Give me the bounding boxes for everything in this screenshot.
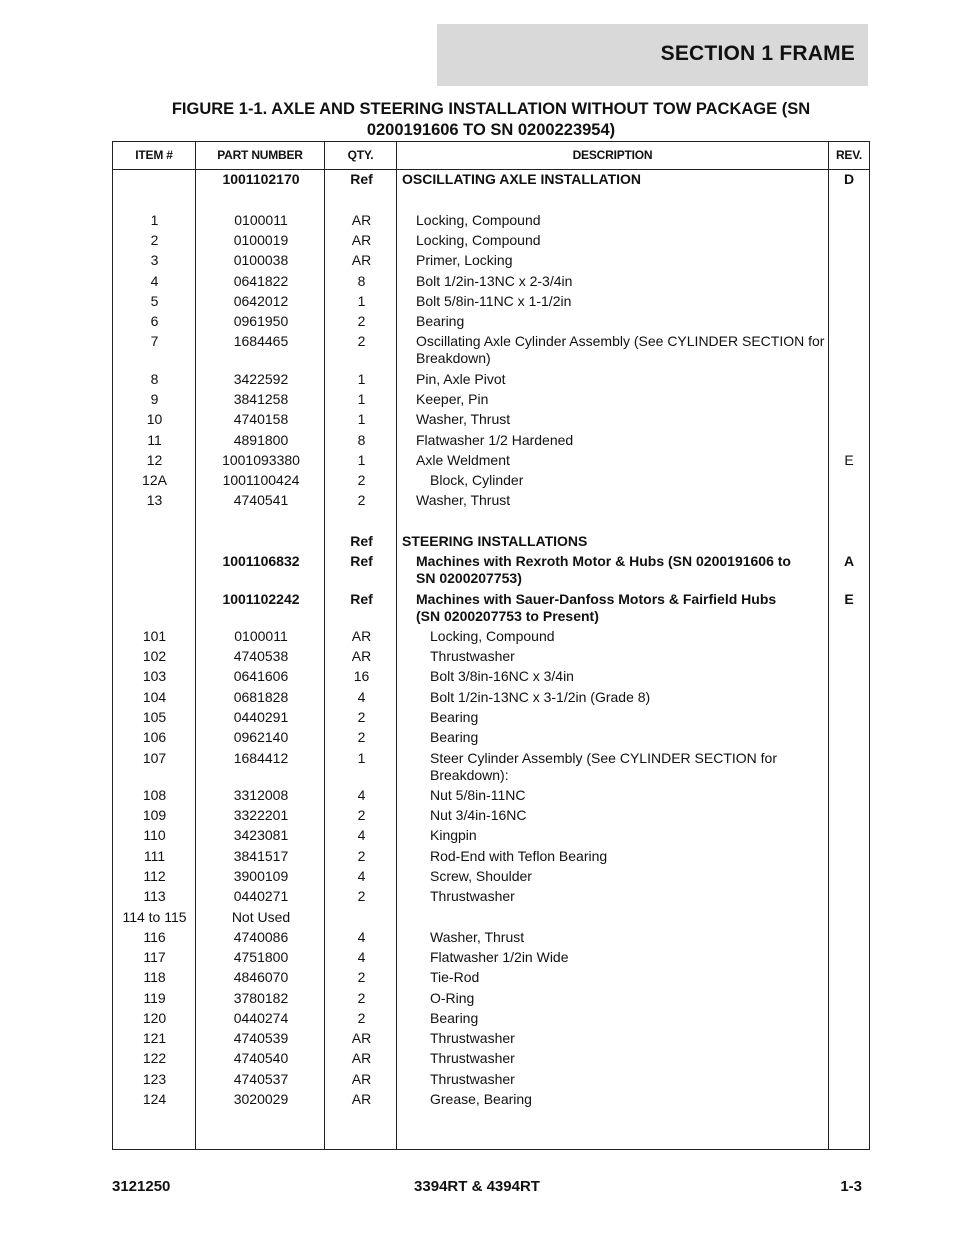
item-cell: 120 bbox=[142, 1010, 167, 1026]
part-number-cell: 1001102170 bbox=[222, 171, 300, 187]
qty-cell: 2 bbox=[357, 313, 366, 329]
item-cell: 122 bbox=[142, 1050, 167, 1066]
item-cell: 10 bbox=[146, 411, 163, 427]
qty-cell: 8 bbox=[357, 432, 366, 448]
description-line: Thrustwasher bbox=[430, 888, 515, 904]
part-number-cell: 1001102242 bbox=[222, 591, 300, 607]
description-line: Locking, Compound bbox=[416, 232, 541, 248]
item-cell: 110 bbox=[143, 827, 166, 843]
description-line: Pin, Axle Pivot bbox=[416, 371, 506, 387]
part-number-cell: 3841258 bbox=[233, 391, 289, 407]
description-cell bbox=[398, 1071, 828, 1088]
description-line: Machines with Sauer-Danfoss Motors & Fairfield Hubs bbox=[416, 591, 777, 607]
section-banner bbox=[437, 24, 868, 86]
description-line: Axle Weldment bbox=[416, 452, 510, 468]
part-number-cell: 0440271 bbox=[233, 888, 289, 904]
description-cell bbox=[398, 689, 828, 706]
qty-cell: 2 bbox=[357, 333, 366, 349]
section-title: SECTION 1 FRAME bbox=[660, 42, 855, 65]
part-number-cell: 0962140 bbox=[233, 729, 289, 745]
description-line: Screw, Shoulder bbox=[430, 868, 532, 884]
description-cell bbox=[398, 432, 828, 449]
description-line: Steer Cylinder Assembly (See CYLINDER SECTION for bbox=[430, 750, 777, 766]
description-line: Bolt 5/8in-11NC x 1-1/2in bbox=[416, 293, 572, 309]
description-cell bbox=[398, 553, 828, 587]
description-line-continued: Breakdown) bbox=[416, 350, 491, 366]
qty-cell: 2 bbox=[357, 472, 366, 488]
part-number-cell: 4740538 bbox=[233, 648, 289, 664]
qty-cell: 2 bbox=[357, 709, 366, 725]
qty-cell: Ref bbox=[350, 553, 373, 569]
part-number-cell: 0961950 bbox=[233, 313, 289, 329]
description-line: Primer, Locking bbox=[416, 252, 513, 268]
description-line: Tie-Rod bbox=[430, 969, 480, 985]
description-cell bbox=[398, 232, 828, 249]
item-cell: 6 bbox=[150, 313, 159, 329]
qty-cell: 2 bbox=[357, 807, 366, 823]
item-cell: 8 bbox=[150, 371, 159, 387]
qty-cell: 4 bbox=[357, 689, 366, 705]
item-cell: 106 bbox=[142, 729, 167, 745]
header-divider bbox=[113, 169, 869, 170]
description-cell bbox=[398, 293, 828, 310]
part-number-cell: Not Used bbox=[231, 909, 291, 925]
part-number-cell: 0642012 bbox=[233, 293, 289, 309]
description-line: STEERING INSTALLATIONS bbox=[402, 533, 588, 549]
qty-cell: 1 bbox=[357, 411, 366, 427]
description-line: O-Ring bbox=[430, 990, 475, 1006]
description-line: Nut 3/4in-16NC bbox=[430, 807, 527, 823]
qty-cell: 2 bbox=[357, 729, 366, 745]
description-cell bbox=[398, 628, 828, 645]
qty-cell: 4 bbox=[357, 868, 366, 884]
description-cell bbox=[398, 1050, 828, 1067]
part-number-cell: 0100038 bbox=[233, 252, 289, 268]
qty-cell: Ref bbox=[350, 171, 373, 187]
description-cell bbox=[398, 452, 828, 469]
item-cell: 5 bbox=[150, 293, 159, 309]
description-line: Locking, Compound bbox=[430, 628, 555, 644]
part-number-cell: 3780182 bbox=[233, 990, 289, 1006]
qty-cell: 1 bbox=[357, 750, 366, 766]
part-number-cell: 1684465 bbox=[233, 333, 289, 349]
footer-page-number: 1-3 bbox=[840, 1178, 862, 1195]
item-cell: 118 bbox=[143, 969, 166, 985]
item-cell: 1 bbox=[150, 212, 159, 228]
qty-cell: AR bbox=[351, 628, 372, 644]
description-line: Locking, Compound bbox=[416, 212, 541, 228]
qty-cell: 8 bbox=[357, 273, 366, 289]
description-cell bbox=[398, 591, 828, 625]
description-cell bbox=[398, 1091, 828, 1108]
part-number-cell: 4740158 bbox=[233, 411, 289, 427]
part-number-cell: 1001093380 bbox=[222, 452, 300, 468]
qty-cell: AR bbox=[351, 648, 372, 664]
description-cell bbox=[398, 787, 828, 804]
column-header-part-number: PART NUMBER bbox=[217, 148, 303, 162]
qty-cell: 2 bbox=[357, 492, 366, 508]
rev-cell: A bbox=[843, 553, 855, 569]
description-line: Nut 5/8in-11NC bbox=[430, 787, 526, 803]
qty-cell: 1 bbox=[357, 452, 366, 468]
qty-cell: 4 bbox=[357, 827, 366, 843]
parts-table bbox=[112, 141, 870, 1150]
part-number-cell: 0681828 bbox=[233, 689, 289, 705]
description-cell bbox=[398, 1030, 828, 1047]
description-line: Bolt 1/2in-13NC x 3-1/2in (Grade 8) bbox=[430, 689, 651, 705]
description-line-continued: (SN 0200207753 to Present) bbox=[416, 608, 599, 624]
figure-title-line-2: 0200191606 TO SN 0200223954) bbox=[366, 121, 616, 139]
part-number-cell: 3423081 bbox=[233, 827, 289, 843]
description-cell bbox=[398, 252, 828, 269]
rev-cell: E bbox=[844, 591, 854, 607]
part-number-cell: 4740539 bbox=[233, 1030, 289, 1046]
description-cell bbox=[398, 929, 828, 946]
qty-cell: AR bbox=[351, 232, 372, 248]
part-number-cell: 0100019 bbox=[233, 232, 289, 248]
rev-cell: D bbox=[843, 171, 855, 187]
part-number-cell: 1001100424 bbox=[222, 472, 300, 488]
description-cell bbox=[398, 648, 828, 665]
description-line: Thrustwasher bbox=[430, 648, 515, 664]
qty-cell: AR bbox=[351, 212, 372, 228]
description-cell bbox=[398, 827, 828, 844]
part-number-cell: 0641822 bbox=[233, 273, 289, 289]
part-number-cell: 3422592 bbox=[233, 371, 289, 387]
qty-cell: AR bbox=[351, 1091, 372, 1107]
item-cell: 116 bbox=[143, 929, 166, 945]
description-line: Washer, Thrust bbox=[430, 929, 525, 945]
description-cell bbox=[398, 371, 828, 388]
description-cell bbox=[398, 333, 828, 367]
description-line: Bolt 3/8in-16NC x 3/4in bbox=[430, 668, 574, 684]
description-line: Oscillating Axle Cylinder Assembly (See CYLINDER SECTION for bbox=[416, 333, 825, 349]
footer-model: 3394RT & 4394RT bbox=[414, 1178, 540, 1195]
column-divider bbox=[828, 142, 829, 1149]
description-line: Bearing bbox=[430, 729, 479, 745]
description-line-continued: SN 0200207753) bbox=[416, 570, 522, 586]
description-cell bbox=[398, 492, 828, 509]
description-line: Keeper, Pin bbox=[416, 391, 489, 407]
description-line: Bolt 1/2in-13NC x 2-3/4in bbox=[416, 273, 573, 289]
item-cell: 3 bbox=[150, 252, 159, 268]
description-cell bbox=[398, 868, 828, 885]
description-line: Rod-End with Teflon Bearing bbox=[430, 848, 608, 864]
item-cell: 108 bbox=[142, 787, 167, 803]
description-line: Machines with Rexroth Motor & Hubs (SN 0200191606 to bbox=[416, 553, 791, 569]
part-number-cell: 0440291 bbox=[233, 709, 289, 725]
part-number-cell: 3312008 bbox=[233, 787, 289, 803]
item-cell: 109 bbox=[142, 807, 167, 823]
qty-cell: 4 bbox=[357, 929, 366, 945]
part-number-cell: 1001106832 bbox=[222, 553, 300, 569]
item-cell: 107 bbox=[142, 750, 167, 766]
description-cell bbox=[398, 990, 828, 1007]
qty-cell: AR bbox=[351, 1050, 372, 1066]
column-header-description: DESCRIPTION bbox=[572, 148, 653, 162]
part-number-cell: 0440274 bbox=[233, 1010, 289, 1026]
footer-document-number: 3121250 bbox=[112, 1178, 171, 1195]
part-number-cell: 4751800 bbox=[233, 949, 289, 965]
part-number-cell: 3322201 bbox=[233, 807, 289, 823]
description-cell bbox=[398, 171, 828, 188]
item-cell: 124 bbox=[142, 1091, 167, 1107]
description-cell bbox=[398, 1010, 828, 1027]
item-cell: 112 bbox=[143, 868, 166, 884]
item-cell: 102 bbox=[142, 648, 167, 664]
description-cell bbox=[398, 888, 828, 905]
column-header-item: ITEM # bbox=[135, 148, 173, 162]
description-line: Washer, Thrust bbox=[416, 492, 511, 508]
description-line: Bearing bbox=[430, 1010, 479, 1026]
item-cell: 12 bbox=[146, 452, 163, 468]
item-cell: 119 bbox=[143, 990, 166, 1006]
description-line: Thrustwasher bbox=[430, 1030, 515, 1046]
figure-title bbox=[112, 99, 870, 141]
description-line-continued: Breakdown): bbox=[430, 767, 509, 783]
part-number-cell: 4891800 bbox=[233, 432, 289, 448]
description-line: Bearing bbox=[430, 709, 479, 725]
qty-cell: 2 bbox=[357, 990, 366, 1006]
description-cell bbox=[398, 750, 828, 784]
qty-cell: 1 bbox=[357, 391, 366, 407]
column-header-qty: QTY. bbox=[347, 148, 374, 162]
item-cell: 9 bbox=[150, 391, 159, 407]
figure-title-line-1: FIGURE 1-1. AXLE AND STEERING INSTALLATION WITHOUT TOW PACKAGE (SN bbox=[171, 100, 811, 118]
description-cell bbox=[398, 391, 828, 408]
item-cell: 111 bbox=[143, 848, 166, 864]
item-cell: 11 bbox=[147, 432, 162, 448]
description-cell bbox=[398, 313, 828, 330]
part-number-cell: 0641606 bbox=[233, 668, 289, 684]
item-cell: 7 bbox=[150, 333, 159, 349]
part-number-cell: 3841517 bbox=[233, 848, 289, 864]
item-cell: 103 bbox=[142, 668, 167, 684]
part-number-cell: 4740541 bbox=[233, 492, 289, 508]
description-cell bbox=[398, 969, 828, 986]
part-number-cell: 4740537 bbox=[233, 1071, 289, 1087]
qty-cell: 4 bbox=[357, 787, 366, 803]
item-cell: 105 bbox=[142, 709, 167, 725]
description-cell bbox=[398, 709, 828, 726]
qty-cell: AR bbox=[351, 252, 372, 268]
description-cell bbox=[398, 273, 828, 290]
part-number-cell: 0100011 bbox=[234, 212, 288, 228]
part-number-cell: 1684412 bbox=[233, 750, 289, 766]
qty-cell: 1 bbox=[357, 293, 366, 309]
qty-cell: 2 bbox=[357, 848, 366, 864]
description-line: Grease, Bearing bbox=[430, 1091, 532, 1107]
description-cell bbox=[398, 533, 828, 550]
part-number-cell: 3900109 bbox=[233, 868, 289, 884]
qty-cell: 2 bbox=[357, 969, 366, 985]
qty-cell: 2 bbox=[357, 1010, 366, 1026]
description-line: Kingpin bbox=[430, 827, 477, 843]
qty-cell: AR bbox=[351, 1071, 372, 1087]
item-cell: 104 bbox=[142, 689, 167, 705]
description-line: Flatwasher 1/2 Hardened bbox=[416, 432, 574, 448]
part-number-cell: 4740540 bbox=[233, 1050, 289, 1066]
description-cell bbox=[398, 848, 828, 865]
description-cell bbox=[398, 411, 828, 428]
description-line: Flatwasher 1/2in Wide bbox=[430, 949, 569, 965]
rev-cell: E bbox=[844, 452, 854, 468]
part-number-cell: 4846070 bbox=[233, 969, 289, 985]
qty-cell: 16 bbox=[353, 668, 370, 684]
item-cell: 113 bbox=[143, 888, 166, 904]
item-cell: 117 bbox=[143, 949, 166, 965]
part-number-cell: 0100011 bbox=[234, 628, 288, 644]
description-line: Thrustwasher bbox=[430, 1050, 515, 1066]
item-cell: 114 to 115 bbox=[122, 909, 187, 925]
column-header-rev: REV. bbox=[835, 148, 863, 162]
item-cell: 12A bbox=[142, 472, 167, 488]
qty-cell: 4 bbox=[357, 949, 366, 965]
description-cell bbox=[398, 212, 828, 229]
item-cell: 101 bbox=[142, 628, 167, 644]
description-cell bbox=[398, 807, 828, 824]
item-cell: 2 bbox=[150, 232, 159, 248]
qty-cell: AR bbox=[351, 1030, 372, 1046]
description-cell bbox=[398, 949, 828, 966]
description-line: Thrustwasher bbox=[430, 1071, 515, 1087]
description-line: Washer, Thrust bbox=[416, 411, 511, 427]
description-cell bbox=[398, 668, 828, 685]
item-cell: 121 bbox=[142, 1030, 167, 1046]
description-line: Bearing bbox=[416, 313, 465, 329]
qty-cell: 1 bbox=[357, 371, 366, 387]
item-cell: 123 bbox=[142, 1071, 167, 1087]
part-number-cell: 3020029 bbox=[233, 1091, 289, 1107]
description-line: OSCILLATING AXLE INSTALLATION bbox=[402, 171, 642, 187]
item-cell: 13 bbox=[146, 492, 163, 508]
item-cell: 4 bbox=[150, 273, 159, 289]
description-cell bbox=[398, 729, 828, 746]
qty-cell: 2 bbox=[357, 888, 366, 904]
qty-cell: Ref bbox=[350, 533, 373, 549]
qty-cell: Ref bbox=[350, 591, 373, 607]
description-cell bbox=[398, 472, 828, 489]
part-number-cell: 4740086 bbox=[233, 929, 289, 945]
description-line: Block, Cylinder bbox=[430, 472, 524, 488]
